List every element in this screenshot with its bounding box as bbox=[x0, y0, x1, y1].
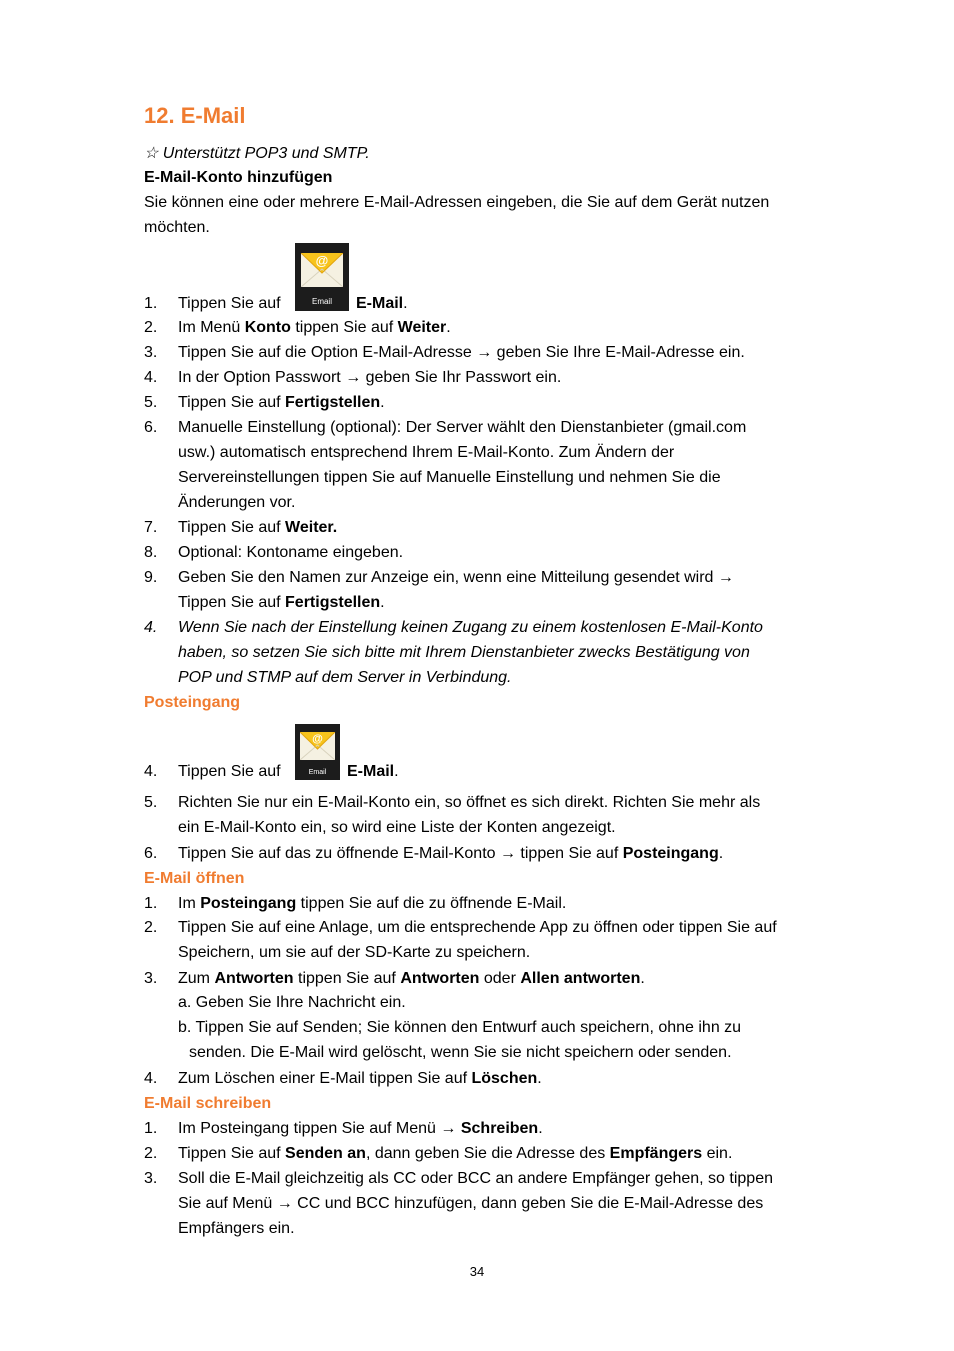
at-symbol: @ bbox=[315, 253, 329, 268]
star-icon: ☆ bbox=[144, 145, 159, 162]
step-text: Zum Löschen einer E-Mail tippen Sie auf Löschen. bbox=[178, 1070, 542, 1087]
step-number: 6. bbox=[144, 845, 158, 862]
step-text: Zum Antworten tippen Sie auf Antworten oder Allen antworten. bbox=[178, 970, 645, 987]
step-text-line: POP und STMP auf dem Server in Verbindung. bbox=[178, 669, 512, 686]
envelope-icon bbox=[301, 253, 343, 287]
step-number: 1. bbox=[144, 895, 158, 912]
sub-step-b: b. Tippen Sie auf Senden; Sie können den Entwurf auch speichern, ohne ihn zu bbox=[178, 1019, 742, 1036]
step-number: 3. bbox=[144, 970, 158, 987]
step-text-line: Tippen Sie auf eine Anlage, um die entsprechende App zu öffnen oder tippen Sie auf bbox=[178, 919, 777, 936]
step-number: 2. bbox=[144, 919, 158, 936]
page-number: 34 bbox=[469, 1264, 485, 1279]
step-number: 9. bbox=[144, 569, 158, 586]
step-text: Im Posteingang tippen Sie auf die zu öffnende E-Mail. bbox=[178, 895, 567, 912]
step-text-line: Servereinstellungen tippen Sie auf Manuelle Einstellung und nehmen Sie die bbox=[178, 469, 721, 486]
step-text: Tippen Sie auf Weiter. bbox=[178, 519, 338, 536]
step-number: 4. bbox=[144, 369, 158, 386]
step-text-line: Sie auf Menü → CC und BCC hinzufügen, dann geben Sie die E-Mail-Adresse des bbox=[178, 1195, 764, 1212]
step-text: Tippen Sie auf Fertigstellen. bbox=[178, 394, 385, 411]
envelope-icon bbox=[300, 732, 335, 760]
section-heading-account: E-Mail-Konto hinzufügen bbox=[144, 169, 333, 186]
intro-line-2: möchten. bbox=[144, 219, 210, 236]
step-text-line: Änderungen vor. bbox=[178, 494, 296, 511]
step-number: 4. bbox=[144, 619, 158, 636]
step-text-line: Speichern, um sie auf der SD-Karte zu speichern. bbox=[178, 944, 531, 961]
step-number: 5. bbox=[144, 394, 158, 411]
step-text-line: haben, so setzen Sie sich bitte mit Ihrem Dienstanbieter zwecks Bestätigung von bbox=[178, 644, 750, 661]
step-text: Tippen Sie auf bbox=[178, 763, 281, 780]
step-text: Tippen Sie auf bbox=[178, 295, 281, 312]
page-title: 12. E-Mail bbox=[144, 103, 246, 128]
step-number: 1. bbox=[144, 1120, 158, 1137]
step-number: 3. bbox=[144, 344, 158, 361]
email-icon-label: Email bbox=[311, 297, 332, 306]
step-text-line: Empfängers ein. bbox=[178, 1220, 295, 1237]
intro-line-1: Sie können eine oder mehrere E-Mail-Adressen eingeben, die Sie auf dem Gerät nutzen bbox=[144, 194, 770, 211]
step-text-line: Soll die E-Mail gleichzeitig als CC oder BCC an andere Empfänger gehen, so tippen bbox=[178, 1170, 773, 1187]
step-number: 5. bbox=[144, 794, 158, 811]
step-number: 2. bbox=[144, 319, 158, 336]
step-text: Tippen Sie auf das zu öffnende E-Mail-Konto → tippen Sie auf Posteingang. bbox=[178, 845, 724, 862]
email-icon-label: Email bbox=[308, 769, 327, 776]
sub-step-a: a. Geben Sie Ihre Nachricht ein. bbox=[178, 994, 406, 1011]
section-heading-write: E-Mail schreiben bbox=[144, 1095, 272, 1112]
step-text: Tippen Sie auf Senden an, dann geben Sie die Adresse des Empfängers ein. bbox=[178, 1145, 733, 1162]
step-text-tail: E-Mail. bbox=[347, 763, 399, 780]
step-text: In der Option Passwort → geben Sie Ihr Passwort ein. bbox=[178, 369, 562, 386]
step-number: 8. bbox=[144, 544, 158, 561]
step-text-line: Manuelle Einstellung (optional): Der Server wählt den Dienstanbieter (gmail.com bbox=[178, 419, 747, 436]
step-number: 4. bbox=[144, 1070, 158, 1087]
note-text: Unterstützt POP3 und SMTP. bbox=[162, 145, 370, 162]
step-text-tail: E-Mail. bbox=[356, 295, 408, 312]
step-text-line: ein E-Mail-Konto ein, so wird eine Liste der Konten angezeigt. bbox=[178, 819, 616, 836]
sub-step-b-cont: senden. Die E-Mail wird gelöscht, wenn Sie sie nicht speichern oder senden. bbox=[189, 1044, 732, 1061]
email-app-icon[interactable] bbox=[295, 724, 340, 780]
step-number: 3. bbox=[144, 1170, 158, 1187]
step-number: 4. bbox=[144, 763, 158, 780]
step-number: 2. bbox=[144, 1145, 158, 1162]
step-text: Im Menü Konto tippen Sie auf Weiter. bbox=[178, 319, 451, 336]
email-app-icon[interactable] bbox=[295, 243, 349, 311]
section-heading-open: E-Mail öffnen bbox=[144, 870, 245, 887]
step-number: 6. bbox=[144, 419, 158, 436]
step-text: Tippen Sie auf die Option E-Mail-Adresse → geben Sie Ihre E-Mail-Adresse ein. bbox=[178, 344, 745, 361]
step-text-line: Geben Sie den Namen zur Anzeige ein, wenn eine Mitteilung gesendet wird → bbox=[178, 569, 734, 586]
step-text-line: Wenn Sie nach der Einstellung keinen Zugang zu einem kostenlosen E-Mail-Konto bbox=[178, 619, 763, 636]
step-number: 7. bbox=[144, 519, 158, 536]
step-text: Im Posteingang tippen Sie auf Menü → Schreiben. bbox=[178, 1120, 543, 1137]
note bbox=[144, 144, 370, 164]
step-text-line: Tippen Sie auf Fertigstellen. bbox=[178, 594, 385, 611]
step-text-line: usw.) automatisch entsprechend Ihrem E-Mail-Konto. Zum Ändern der bbox=[178, 444, 675, 461]
at-symbol: @ bbox=[312, 733, 323, 745]
step-text: Optional: Kontoname eingeben. bbox=[178, 544, 404, 561]
step-number: 1. bbox=[144, 295, 158, 312]
step-text-line: Richten Sie nur ein E-Mail-Konto ein, so öffnet es sich direkt. Richten Sie mehr als bbox=[178, 794, 761, 811]
section-heading-inbox: Posteingang bbox=[144, 694, 241, 711]
